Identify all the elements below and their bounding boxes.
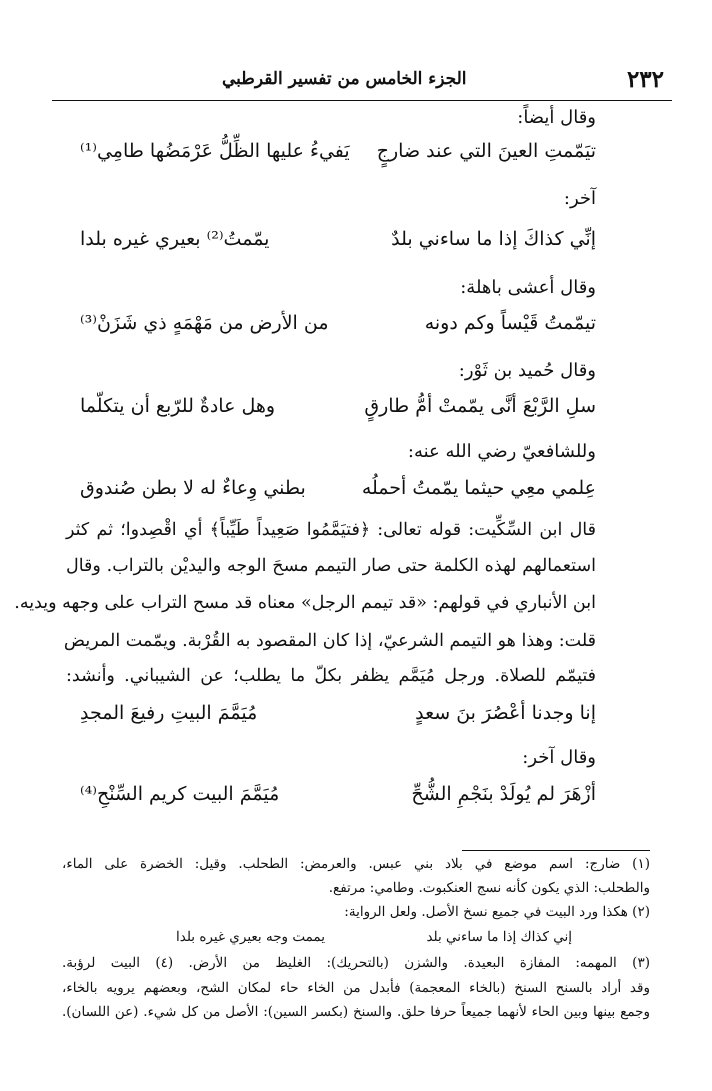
verse-second-hemistich: يَفيءُ عليها الظِّلُّ عَرْمَضُها طامِي⁽¹⁾ [80,140,350,162]
page-header [52,60,672,101]
footnote-separator [462,850,650,851]
footnote-line: (٢) هكذا ورد البيت في جميع نسخ الأصل. ولعل الرواية: [344,904,650,920]
prose-line: ابن الأنباري في قولهم: «قد تيمم الرجل» معناه قد مسح التراب على وجهه ويديه. [14,593,596,613]
verse-first-hemistich: إنا وجدنا أعْصُرَ بنَ سعدٍ [415,702,596,724]
verse-intro-label: وللشافعيّ رضي الله عنه: [407,441,596,462]
footnote-line: والطحلب: الذي يكون كأنه نسج العنكبوت. وطامي: مرتفع. [328,880,650,896]
prose-line: فتيمّم للصلاة. ورجل مُيَمَّم يظفر بكلّ ما يطلب؛ عن الشيباني. وأنشد: [66,666,596,686]
verse-first-hemistich: عِلمي معِي حيثما يمّمتُ أحملُه [361,477,596,499]
footnote-verse-left: يممت وجه بعيري غيره بلدا [176,929,325,945]
page-number: ٢٣٢ [626,66,664,93]
verse-second-hemistich: بطني وِعاءٌ له لا بطن صُندوق [80,477,306,499]
verse-intro-label: وقال آخر: [522,747,596,768]
verse-intro-label: وقال حُميد بن ثَوْر: [458,360,596,381]
verse-second-hemistich: يمّمتُ⁽²⁾ بعيري غيره بلدا [80,228,270,250]
verse-first-hemistich: إنِّي كذاكَ إذا ما ساءني بلدٌ [391,228,596,250]
verse-first-hemistich: تيَمّمتِ العينَ التي عند ضارجٍ [376,140,596,162]
verse-first-hemistich: سلِ الرَّبْعَ أنَّى يمّمتْ أمُّ طارقٍ [364,395,596,417]
verse-first-hemistich: تيمّمتُ قَيْساً وكم دونه [424,312,596,334]
footnote-line: (١) ضارج: اسم موضع في بلاد بني عبس. والعرمض: الطحلب. وقيل: الخضرة على الماء، [62,856,650,872]
verse-intro-label: وقال أعشى باهلة: [460,277,596,298]
verse-intro-label: آخر: [563,188,596,209]
footnote-verse-right: إني كذاك إذا ما ساءني بلد [426,929,572,945]
prose-line: قلت: وهذا هو التيمم الشرعيّ، إذا كان المقصود به القُرْبة. ويمّمت المريض [63,631,596,651]
prose-line: قال ابن السِّكِّيت: قوله تعالى: ﴿فتيَمَّمُوا صَعِيداً طَيِّباً﴾ أي اقْصِدوا؛ ثم كثر [66,520,596,540]
footnote-line: (٣) المهمه: المفازة البعيدة. والشزن (بالتحريك): الغليظ من الأرض. (٤) البيت لرؤبة. [62,955,650,971]
verse-second-hemistich: من الأرض من مَهْمَهٍ ذي شَزَنْ⁽³⁾ [80,312,329,334]
running-title: الجزء الخامس من تفسير القرطبي [222,69,467,89]
verse-second-hemistich: مُيَمَّمَ البيت كريم السِّنْحِ⁽⁴⁾ [80,783,280,805]
verse-second-hemistich: وهل عادةٌ للرّبع أن يتكلّما [80,395,276,417]
footnote-line: وجمع بينها وبين الحاء لأنهما جميعاً حرفا حلق. والسنخ (بكسر السين): الأصل من كل شيء. (عن اللسان). [62,1004,650,1020]
verse-second-hemistich: مُيَمَّمَ البيتِ رفيعَ المجدِ [80,702,258,724]
prose-line: استعمالهم لهذه الكلمة حتى صار التيمم مسحَ الوجه واليديْن بالتراب. وقال [66,556,596,576]
verse-intro-label: وقال أيضاً: [517,107,596,128]
verse-first-hemistich: أزْهَرَ لم يُولَدْ بنَجْمِ الشُّحِّ [411,783,596,805]
footnote-line: وقد أراد بالسنح السنخ (بالخاء المعجمة) فأبدل من الخاء حاء لمكان الشح، وبعضهم يرويه بالخاء، [62,980,650,996]
